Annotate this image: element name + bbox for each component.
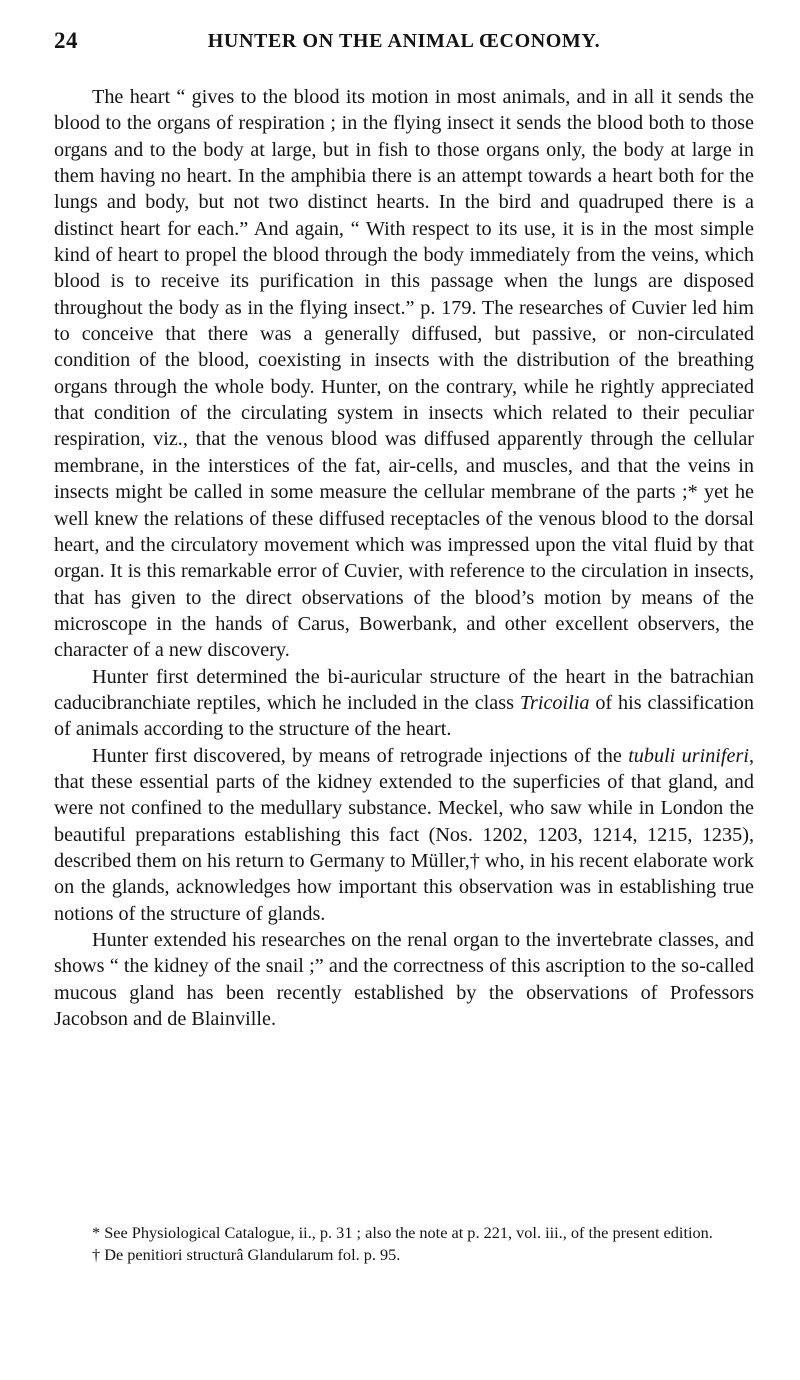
text-run-italic: Tricoilia [519,691,590,714]
text-run: , that these essential parts of the kidney extended to the superficies of that gland, and were not confined to the medullary substance. Meckel, who saw while in London the beautiful preparations establishing this fact (Nos. 1202, 1203, 1214, 1215, 1235), described them on his return to Germany to Müller,† who, in his recent elaborate work on the glands, acknowledges how important this observation was in establishing true notions of the structure of glands. [54,744,754,925]
text-run: Hunter first discovered, by means of retrograde injections of the [92,744,629,767]
page-number: 24 [54,28,78,53]
text-run: of his classification of animals according to the structure of the heart. [54,691,754,741]
paragraph [54,743,754,927]
text-run: The heart “ gives to the blood its motion in most animals, and in all it sends the blood to the organs of respiration ; in the flying insect it sends the blood both to those organs and to the body at large, but in fish to those organs only, the body at large in them having no heart. In the amphibia there is an attempt towards a heart both for the lungs and body, but not two distinct hearts. In the bird and quadruped there is a distinct heart for each.” And again, “ With respect to its use, it is in the most simple kind of heart to propel the blood through the body immediately from the veins, which blood is to receive its purification in this passage when the lungs are disposed throughout the body as in the flying insect.” p. 179. The researches of Cuvier led him to conceive that there was a generally diffused, but passive, or non-circulated condition of the blood, coexisting in insects with the distribution of the breathing organs through the whole body. Hunter, on the contrary, while he rightly appreciated that condition of the circulating system in insects which related to their peculiar respiration, viz., that the venous blood was diffused apparently through the cellular membrane, in the interstices of the fat, air-cells, and muscles, and that the veins in insects might be called in some measure the cellular membrane of the parts ;* yet he well knew the relations of these diffused receptacles of the venous blood to the dorsal heart, and the circulatory movement which was impressed upon the vital fluid by that organ. It is this remarkable error of Cuvier, with reference to the circulation in insects, that has given to the direct observations of the blood’s motion by means of the microscope in the hands of Carus, Bowerbank, and other excellent observers, the character of a new discovery. [54,86,754,662]
text-run: Hunter extended his researches on the renal organ to the invertebrate classes, and shows “ the kidney of the snail ;” and the correctness of this ascription to the so-called mucous gland has been recently established by the observations of Professors Jacobson and de Blainville. [54,929,754,1031]
footnote [54,1245,754,1266]
footnotes [54,1223,754,1265]
paragraph [54,84,754,664]
running-head [54,28,754,60]
body-text [54,84,754,1032]
running-title: HUNTER ON THE ANIMAL ŒCONOMY. [207,30,601,52]
text-run: Hunter first determined the bi-auricular structure of the heart in the batrachian caducibranchiate reptiles, which he included in the class [54,665,754,714]
paragraph [54,927,754,1032]
footnote [54,1223,754,1244]
footnote-run: * See Physiological Catalogue, ii., p. 31 ; also the note at p. 221, vol. iii., of the present edition. [92,1223,713,1242]
paragraph [54,664,754,743]
text-run-italic: tubuli uriniferi [628,744,749,767]
footnote-run: † De penitiori structurâ Glandularum fol. p. 95. [92,1244,401,1264]
